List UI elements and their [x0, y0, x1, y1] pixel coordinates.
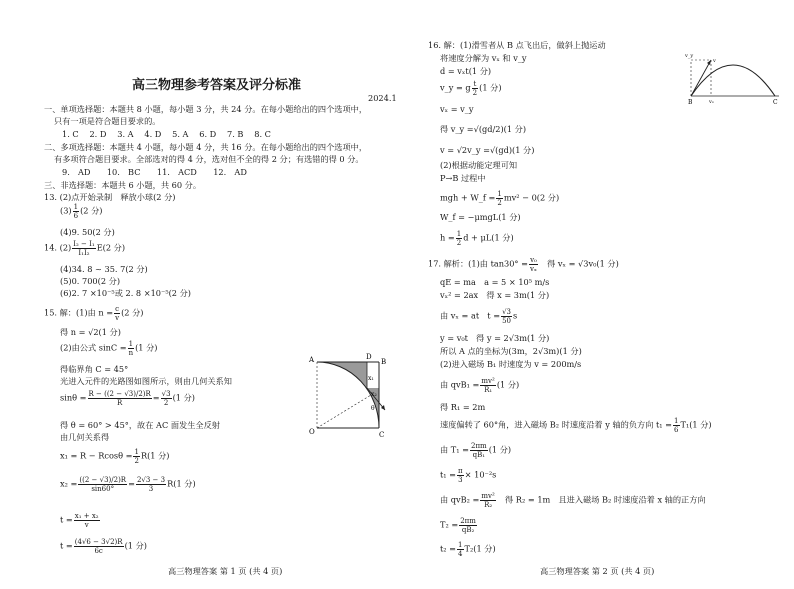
frac-num: (4√6 − 3√2)R [74, 538, 123, 546]
q16-10-fraction [496, 190, 502, 207]
q17-11-pre: 由 T₁ = [440, 444, 469, 455]
q15-critical-angle: 得临界角 C = 45° [60, 364, 129, 374]
frac-den: 50 [502, 317, 511, 325]
q15-2-pre: (2)由公式 sinC = [60, 342, 127, 353]
q16-7-post: (1 分) [512, 145, 535, 155]
q13-line3 [60, 203, 102, 220]
q16-10-pre: mgh + W_f = [440, 192, 496, 203]
frac-num: v₀ [530, 256, 537, 264]
label-theta: θ [371, 405, 375, 412]
q17-10-pre: 速度偏转了 60°角，进入磁场 B₂ 时速度沿着 y 轴的负方向 t₁ = [440, 419, 673, 430]
q17-13-post: 得 R₂ = 1m 且进入磁场 B₂ 时速度沿着 x 轴的正方向 [496, 494, 706, 505]
q15-geometry: 由几何关系得 [60, 432, 110, 442]
q17-1-fraction [529, 256, 538, 273]
q17-line11 [440, 442, 511, 459]
q15-1-pre: 15. 解：(1)由 n = [44, 307, 114, 318]
frac-den: 2 [163, 399, 169, 407]
q14-2-pre: 14. (2) [44, 242, 72, 253]
frac-den: 2 [497, 199, 502, 207]
frac-den: 2 [456, 239, 462, 247]
frac-num: R − ((2 − √3)/2)R [88, 390, 151, 398]
q15-x1 [60, 448, 170, 465]
q17-line8 [440, 377, 519, 394]
q17-line6: 所以 A 点的坐标为(3m，2√3m)(1 分) [440, 346, 582, 356]
q15-x2 [60, 476, 196, 493]
frac-num: 1 [497, 190, 502, 198]
q17-4-fraction [501, 308, 512, 325]
q16-6-mid: √(gd/2) [473, 124, 504, 134]
velocity-arrow [707, 60, 711, 65]
q13-3-pre: (3) [60, 205, 72, 216]
q16-7-mid: √(gd) [489, 145, 513, 155]
q15-x1-fraction [133, 448, 139, 465]
q14-line5: (5)0. 700(2 分) [60, 276, 121, 286]
section2-answers: 9. AD 10. BC 11. ACD 12. AD [62, 167, 247, 177]
page-title: 高三物理参考答案及评分标准 [132, 78, 302, 93]
q17-10-post: T₁(1 分) [680, 419, 712, 430]
q16-6-post: (1 分) [503, 124, 527, 134]
frac-num: 2√3 − 3 [136, 476, 166, 484]
frac-den: qB₂ [461, 526, 475, 534]
frac-den: 6 [674, 426, 679, 434]
label-d: D [366, 353, 372, 361]
q15-line2 [60, 340, 158, 357]
frac-num: mv² [481, 492, 495, 500]
frac-den: R₁ [484, 386, 493, 394]
q17-13-fraction [480, 492, 495, 509]
q16-line11: W_f = −μmgL(1 分) [440, 212, 521, 222]
q17-8-pre: 由 qvB₁ = [440, 379, 480, 390]
frac-num: ((2 − √3)/2)R [79, 476, 127, 484]
frac-den: 4 [458, 550, 463, 558]
q15-sin-fraction2 [161, 390, 172, 407]
q16-line12 [440, 230, 514, 247]
q14-line6: (6)2. 7 ×10⁻⁵或 2. 8 ×10⁻⁵(2 分) [60, 288, 191, 298]
label-c: C [773, 99, 778, 106]
label-o: O [309, 428, 315, 436]
label-v: v [713, 58, 716, 64]
q16-6-pre: 得 v_y = [440, 124, 474, 134]
q13-3-post: (2 分) [80, 205, 103, 216]
q16-12-fraction [456, 230, 462, 247]
q17-line4 [440, 308, 517, 325]
frac-num: 2πm [460, 517, 476, 525]
label-b: B [381, 358, 387, 366]
q15-line1 [44, 305, 143, 322]
q16-line3: d = vₓt(1 分) [440, 66, 492, 76]
q16-4-pre: v_y = g [440, 82, 471, 93]
q15-n-result: 得 n = √2(1 分) [60, 327, 121, 337]
frac-num: π [458, 467, 463, 475]
q15-2-fraction [128, 340, 135, 357]
frac-den: 3 [458, 476, 463, 484]
frac-num: t [473, 80, 477, 88]
q17-line15 [440, 541, 496, 558]
frac-num: 1 [458, 541, 463, 549]
q15-theta: 得 θ = 60° > 45°，故在 AC 面发生全反射 [60, 420, 220, 430]
q15-sin-mid: = [152, 392, 160, 403]
q17-line9: 得 R₁ = 2m [440, 402, 486, 412]
q17-1-pre: 17. 解析：(1)由 tan30° = [428, 258, 528, 269]
q17-15-fraction [457, 541, 463, 558]
q16-line10 [440, 190, 559, 207]
section2-heading: 二、多项选择题：本题共 4 小题，每小题 4 分，共 16 分。在每小题给出的四个选项中， [44, 142, 368, 152]
q17-1-post: 得 vₓ = √3v₀(1 分) [538, 258, 619, 269]
section3-heading: 三、非选择题：本题共 6 小题，共 60 分。 [44, 180, 202, 190]
q15-x1-post: R(1 分) [140, 450, 170, 461]
q15-x2-fraction [78, 476, 127, 493]
q16-line7 [440, 145, 534, 155]
frac-num: 2πm [471, 442, 487, 450]
radius-line [317, 395, 371, 428]
q17-4-post: s [513, 310, 518, 321]
q17-line14 [440, 517, 478, 534]
q16-line6 [440, 124, 526, 134]
q15-t2-fraction [74, 538, 124, 555]
q15-x2-mid: = [128, 478, 135, 489]
section2-heading-line2: 有多项符合题目要求。全部选对的得 4 分，选对但不全的得 2 分；有选错的得 0 分。 [54, 154, 364, 164]
q17-line5: y = v₀t 得 y = 2√3m(1 分) [440, 333, 550, 343]
q16-line8: (2)根据动能定理可知 [440, 160, 518, 170]
q16-7-pre: v = √2v_y = [440, 145, 490, 155]
q16-10-post: mv² − 0(2 分) [503, 192, 560, 203]
q17-line13 [440, 492, 706, 509]
label-a: A [309, 356, 315, 364]
label-vy: v_y [685, 53, 694, 59]
q15-sin-pre: sinθ = [60, 392, 87, 403]
q17-14-fraction [459, 517, 477, 534]
q17-line2: qE = ma a = 5 × 10⁵ m/s [440, 277, 550, 287]
frac-den: 2 [134, 457, 139, 465]
frac-num: I₂ − I₁ [73, 240, 95, 248]
frac-den: n [128, 349, 134, 357]
q13-line4: (4)9. 50(2 分) [60, 227, 115, 237]
q15-t1-pre: t = [60, 514, 73, 525]
q15-t1-fraction [74, 512, 100, 529]
trajectory [691, 65, 775, 96]
optics-figure [305, 350, 415, 440]
frac-den: 2 [472, 89, 478, 97]
frac-den: I₁I₂ [78, 249, 90, 257]
frac-num: 1 [128, 340, 134, 348]
frac-num: √3 [161, 390, 171, 398]
section1-answers: 1. C 2. D 3. A 4. D 5. A 6. D 7. B 8. C [62, 129, 271, 139]
q15-1-fraction [114, 305, 120, 322]
frac-den: v [84, 521, 89, 529]
frac-num: √3 [502, 308, 511, 316]
q15-t2-pre: t = [60, 540, 73, 551]
q17-line12 [440, 467, 496, 484]
frac-den: 3 [148, 485, 154, 493]
frac-den: R [117, 399, 123, 407]
q16-line1: 16. 解：(1)滑雪者从 B 点飞出后，做斜上抛运动 [428, 40, 606, 50]
frac-num: x₁ + x₂ [74, 512, 99, 520]
q15-description: 光进入元件的光路图如图所示，则由几何关系知 [60, 376, 232, 386]
q15-1-post: (2 分) [121, 307, 144, 318]
frac-num: c [115, 305, 120, 313]
q15-2-post: (1 分) [135, 342, 158, 353]
frac-den: 6 [73, 212, 79, 220]
frac-num: 1 [674, 417, 679, 425]
date: 2024.1 [368, 93, 397, 103]
frac-num: 1 [73, 203, 79, 211]
frac-num: 1 [134, 448, 139, 456]
q16-12-post: d + μL(1 分) [463, 232, 514, 243]
q16-line2: 将速度分解为 vₓ 和 v_y [440, 53, 527, 63]
q15-x2-post: R(1 分) [167, 478, 196, 489]
q17-line7: (2)进入磁场 B₁ 时速度为 v = 200m/s [440, 359, 582, 369]
q16-4-fraction [472, 80, 478, 97]
q16-12-pre: h = [440, 232, 455, 243]
label-vx: vₓ [709, 99, 714, 105]
q17-15-pre: t₂ = [440, 543, 457, 554]
label-x1: x₁ [368, 375, 374, 382]
q16-line5: vₓ = v_y [440, 104, 474, 114]
q17-line3: vₓ² = 2ax 得 x = 3m(1 分) [440, 290, 550, 300]
label-b: B [688, 99, 693, 106]
frac-num: mv² [481, 377, 495, 385]
q17-8-fraction [480, 377, 495, 394]
q15-t2 [60, 538, 147, 555]
q15-sin-post: (1 分) [172, 392, 195, 403]
frac-den: R₂ [484, 501, 493, 509]
q13-line1: 13. (2)点开始录制 释放小球(2 分) [44, 192, 176, 202]
q17-line1 [428, 256, 619, 273]
label-x2: x₂ [371, 391, 377, 398]
q15-x1-pre: x₁ = R − Rcosθ = [60, 450, 133, 461]
q13-3-fraction [73, 203, 79, 220]
q15-x2-pre: x₂ = [60, 478, 78, 489]
q17-15-post: T₂(1 分) [464, 543, 496, 554]
section1-heading: 一、单项选择题：本题共 8 小题，每小题 3 分，共 24 分。在每小题给出的四个选项中， [44, 104, 368, 114]
q16-line4 [440, 80, 502, 97]
q15-x2-fraction2 [136, 476, 166, 493]
velocity-vector [691, 60, 711, 96]
frac-den: qB₁ [472, 451, 486, 459]
q14-2-fraction [72, 240, 95, 257]
q14-2-post: E(2 分) [96, 242, 126, 253]
q16-4-post: (1 分) [479, 82, 502, 93]
q14-line4: (4)34. 8 ~ 35. 7(2 分) [60, 264, 148, 274]
q17-13-pre: 由 qvB₂ = [440, 494, 480, 505]
frac-den: v [115, 314, 120, 322]
left-footer: 高三物理答案 第 1 页 (共 4 页) [168, 566, 283, 576]
q15-sin-fraction [88, 390, 152, 407]
q17-line10 [440, 417, 712, 434]
q17-12-pre: t₁ = [440, 469, 457, 480]
frac-den: sin60° [91, 485, 115, 493]
right-footer: 高三物理答案 第 2 页 (共 4 页) [540, 566, 655, 576]
q17-11-post: (1 分) [488, 444, 512, 455]
frac-den: vₓ [530, 265, 537, 273]
q15-t1 [60, 512, 101, 529]
q15-sin-equation [60, 390, 195, 407]
q17-12-fraction [457, 467, 464, 484]
frac-num: 1 [456, 230, 462, 238]
section1-heading-line2: 只有一项是符合题目要求的。 [54, 116, 161, 126]
label-c: C [379, 431, 385, 439]
frac-den: 6c [94, 547, 103, 555]
q17-11-fraction [470, 442, 488, 459]
q17-10-fraction [673, 417, 679, 434]
q17-12-post: × 10⁻²s [464, 469, 497, 480]
q14-line2 [44, 240, 125, 257]
q17-8-post: (1 分) [496, 379, 520, 390]
q17-4-pre: 由 vₓ = at t = [440, 310, 501, 321]
projectile-figure [685, 48, 785, 108]
q16-line9: P→B 过程中 [440, 173, 486, 183]
q17-14-pre: T₂ = [440, 519, 459, 530]
q15-t2-post: (1 分) [124, 540, 147, 551]
